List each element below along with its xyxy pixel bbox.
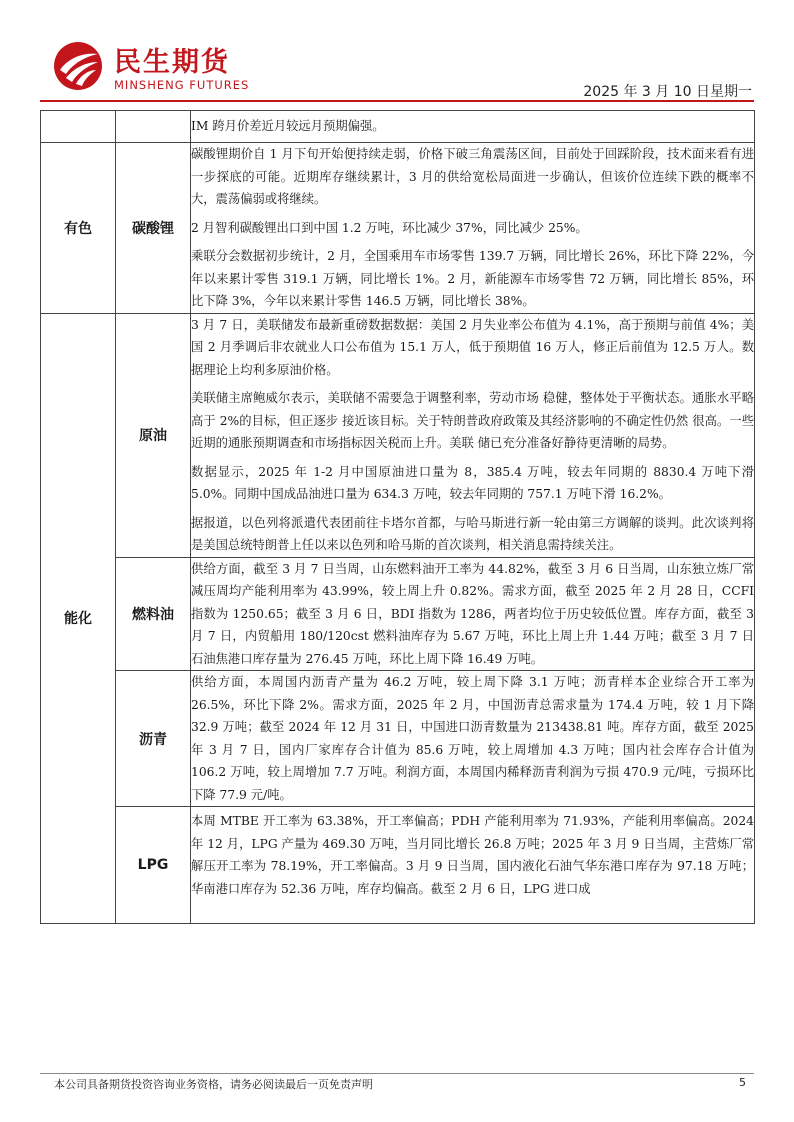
content-cell <box>191 671 755 807</box>
commodity-table <box>40 110 755 924</box>
brand-name-cn: 民生期货 <box>114 47 230 78</box>
paragraph: 本周 MTBE 开工率为 63.38%，开工率偏高；PDH 产能利用率为 71.93%，产能利用率偏高。2024 年 12 月，LPG 产量为 469.30 万吨，当月同比增长 26.8 万吨；2025 年 3 月 9 日当周，主营炼厂常解压开工率为 78.19%，开工率偏高。3 月 9 日当周，国内液化石油气华东港口库存为 97.18 万吨；华南港口库存为 52.36 万吨，库存均偏高。截至 2 月 6 日，LPG 进口成 <box>191 814 754 896</box>
brand-name-en: MINSHENG FUTURES <box>114 78 250 92</box>
paragraph: 供给方面，截至 3 月 7 日当周，山东燃料油开工率为 44.82%，截至 3 月 6 日当周，山东独立炼厂常减压周均产能利用率为 43.99%，较上周上升 0.82%。需求方面，截至 2025 年 2 月 28 日，CCFI 指数为 1250.65；截至 3 月 6 日，BDI 指数为 1286，两者均位于历史较低位置。库存方面，截至 3 月 7 日，内贸船用 180/120cst 燃料油库存为 5.67 万吨，环比上周上升 1.44 万吨；截至 3 月 7 日石油焦港口库存量为 276.45 万吨，环比上周下降 16.49 万吨。 <box>191 561 754 666</box>
table-row <box>41 807 755 924</box>
subcategory-fuel-oil: 燃料油 <box>116 557 191 671</box>
paragraph: IM 跨月价差近月较远月预期偏强。 <box>191 119 385 134</box>
subcategory-crude-oil: 原油 <box>116 313 191 557</box>
subcategory-lpg: LPG <box>116 807 191 924</box>
content-cell <box>191 111 755 143</box>
minsheng-logo-icon <box>52 40 104 92</box>
paragraph: 供给方面，本周国内沥青产量为 46.2 万吨，较上周下降 3.1 万吨；沥青样本企业综合开工率为 26.5%，环比下降 2%。需求方面，2025 年 2 月，中国沥青总需求量为 174.4 万吨，较 1 月下降 32.9 万吨；截至 2024 年 12 月 31 日，中国进口沥青数量为 213438.81 吨。库存方面，截至 2025 年 3 月 7 日，国内厂家库存合计值为 85.6 万吨，较上周增加 4.3 万吨；国内社会库存合计值为 106.2 万吨，较上周增加 7.7 万吨。利润方面，本周国内稀释沥青利润为亏损 470.9 元/吨，亏损环比下降 77.9 元/吨。 <box>191 675 754 802</box>
footer-disclaimer: 本公司具备期货投资咨询业务资格，请务必阅读最后一页免责声明 <box>54 1078 373 1091</box>
content-cell <box>191 313 755 557</box>
paragraph: 据报道，以色列将派遣代表团前往卡塔尔首都，与哈马斯进行新一轮由第三方调解的谈判。此次谈判将是美国总统特朗普上任以来以色列和哈马斯的首次谈判，相关消息需持续关注。 <box>191 515 754 552</box>
content-cell <box>191 557 755 671</box>
paragraph: 数据显示，2025 年 1-2 月中国原油进口量为 8，385.4 万吨，较去年同期的 8830.4 万吨下滑 5.0%。同期中国成品油进口量为 634.3 万吨，较去年同期的 757.1 万吨下滑 16.2%。 <box>191 464 754 501</box>
subcategory-asphalt: 沥青 <box>116 671 191 807</box>
report-date: 2025 年 3 月 10 日星期一 <box>583 84 752 100</box>
subcategory-cell <box>116 111 191 143</box>
category-energy-chemicals: 能化 <box>41 313 116 924</box>
paragraph: 乘联分会数据初步统计，2 月，全国乘用车市场零售 139.7 万辆，同比增长 26%，环比下降 22%，今年以来累计零售 319.1 万辆，同比增长 1%。2 月，新能源车市场零售 72 万辆，同比增长 85%，环比下降 3%，今年以来累计零售 146.5 万辆，同比增长 38%。 <box>191 249 754 308</box>
subcategory-lithium-carbonate: 碳酸锂 <box>116 143 191 314</box>
category-nonferrous: 有色 <box>41 143 116 314</box>
page-number: 5 <box>739 1076 746 1089</box>
table-row <box>41 111 755 143</box>
category-cell <box>41 111 116 143</box>
content-cell <box>191 143 755 314</box>
page-header <box>40 34 754 104</box>
paragraph: 碳酸锂期价自 1 月下旬开始便持续走弱，价格下破三角震荡区间，目前处于回踩阶段，技术面来看有进一步探底的可能。近期库存继续累计，3 月的供给宽松局面进一步确认，但该价位连续下跌的概率不大，震荡偏弱或将继续。 <box>191 147 754 206</box>
footer-divider <box>40 1073 754 1074</box>
table-row <box>41 313 755 557</box>
paragraph: 3 月 7 日，美联储发布最新重磅数据数据：美国 2 月失业率公布值为 4.1%，高于预期与前值 4%；美国 2 月季调后非农就业人口公布值为 15.1 万人，低于预期值 16 万人，修正后前值为 12.5 万人。数据理论上均利多原油价格。 <box>191 317 754 377</box>
table-row <box>41 671 755 807</box>
paragraph: 美联储主席鲍威尔表示，美联储不需要急于调整利率，劳动市场 稳健，整体处于平衡状态。通胀水平略高于 2%的目标，但正逐步 接近该目标。关于特朗普政府政策及其经济影响的不确定性仍然 很高。一些近期的通胀预期调查和市场指标因关税而上升。美联 储已充分准备好静待更清晰的局势。 <box>191 391 754 450</box>
content-cell <box>191 807 755 924</box>
paragraph: 2 月智利碳酸锂出口到中国 1.2 万吨，环比减少 37%，同比减少 25%。 <box>191 220 588 235</box>
table-row <box>41 557 755 671</box>
table-row <box>41 143 755 314</box>
header-divider <box>40 100 754 102</box>
